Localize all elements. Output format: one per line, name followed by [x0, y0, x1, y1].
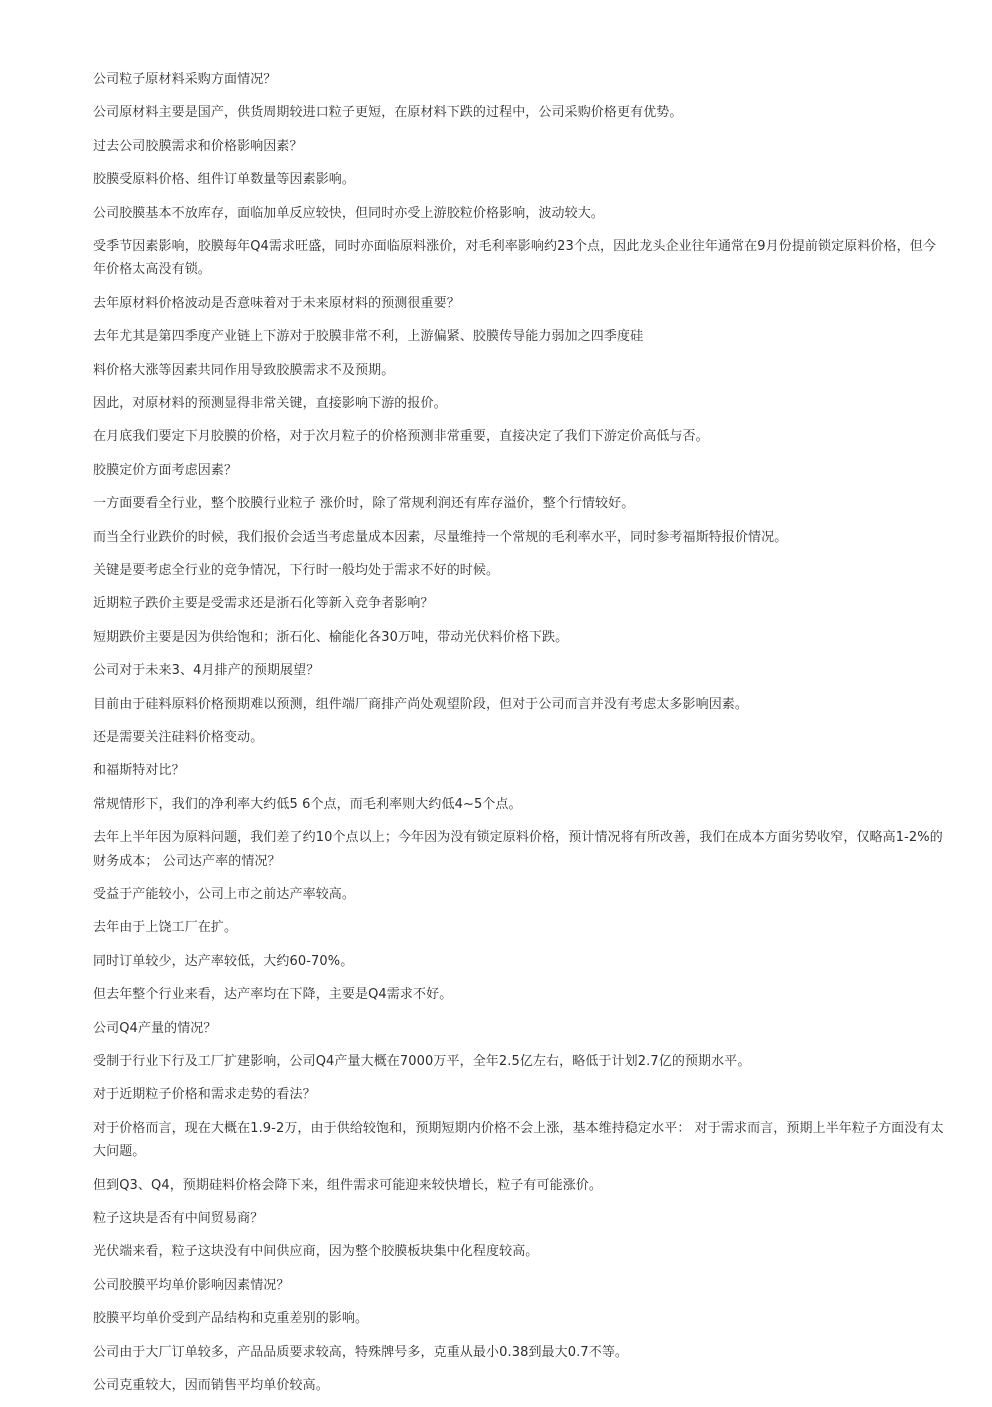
answer-paragraph: 对于价格而言，现在大概在1.9-2万，由于供给较饱和，预期短期内价格不会上涨，基本维持稳定水平： 对于需求而言，预期上半年粒子方面没有太大问题。 — [93, 1120, 944, 1160]
answer-paragraph: 因此，对原材料的预测显得非常关键，直接影响下游的报价。 — [93, 396, 447, 412]
question-paragraph: 公司对于未来3、4月排产的预期展望？ — [93, 663, 320, 679]
question-paragraph: 和福斯特对比？ — [93, 763, 185, 779]
answer-paragraph: 常规情形下，我们的净利率大约低5 6个点，而毛利率则大约低4~5个点。 — [93, 796, 522, 812]
question-paragraph: 近期粒子跌价主要是受需求还是浙石化等新入竞争者影响？ — [93, 596, 434, 612]
answer-paragraph: 关键是要考虑全行业的竞争情况，下行时一般均处于需求不好的时候。 — [93, 562, 500, 578]
question-paragraph: 公司Q4产量的情况？ — [93, 1020, 217, 1036]
answer-paragraph: 同时订单较少，达产率较低，大约60-70%。 — [93, 953, 354, 969]
question-paragraph: 粒子这块是否有中间贸易商？ — [93, 1211, 264, 1226]
answer-paragraph: 但去年整个行业来看，达产率均在下降，主要是Q4需求不好。 — [93, 987, 453, 1003]
answer-paragraph: 但到Q3、Q4，预期硅料价格会降下来，组件需求可能迎来较快增长，粒子有可能涨价。 — [93, 1177, 603, 1193]
answer-paragraph: 去年由于上饶工厂在扩。 — [93, 920, 238, 936]
answer-paragraph: 在月底我们要定下月胶膜的价格，对于次月粒子的价格预测非常重要，直接决定了我们下游定价高低与否。 — [93, 429, 709, 445]
answer-paragraph: 胶膜受原料价格、组件订单数量等因素影响。 — [93, 172, 356, 188]
answer-paragraph: 胶膜平均单价受到产品结构和克重差别的影响。 — [93, 1311, 369, 1327]
answer-paragraph: 公司由于大厂订单较多，产品品质要求较高，特殊牌号多，克重从最小0.38到最大0.7不等。 — [93, 1344, 629, 1360]
document-body — [93, 68, 945, 1407]
answer-paragraph: 还是需要关注硅料价格变动。 — [93, 729, 264, 745]
question-paragraph: 胶膜定价方面考虑因素？ — [93, 462, 238, 478]
answer-paragraph: 受制于行业下行及工厂扩建影响，公司Q4产量大概在7000万平，全年2.5亿左右，略低于计划2.7亿的预期水平。 — [93, 1053, 751, 1069]
answer-paragraph: 一方面要看全行业，整个胶膜行业粒子 涨价时，除了常规利润还有库存溢价，整个行情较好。 — [93, 496, 635, 512]
answer-paragraph: 短期跌价主要是因为供给饱和；浙石化、榆能化各30万吨，带动光伏料价格下跌。 — [93, 629, 569, 645]
answer-paragraph: 去年上半年因为原料问题，我们差了约10个点以上；今年因为没有锁定原料价格，预计情况将有所改善，我们在成本方面劣势收窄，仅略高1-2%的财务成本； 公司达产率的情况？ — [93, 830, 943, 869]
answer-paragraph: 公司原材料主要是国产，供货周期较进口粒子更短，在原材料下跌的过程中，公司采购价格更有优势。 — [93, 105, 683, 121]
answer-paragraph: 受益于产能较小，公司上市之前达产率较高。 — [93, 886, 356, 902]
question-paragraph: 公司粒子原材料采购方面情况？ — [93, 72, 277, 87]
answer-paragraph: 受季节因素影响，胶膜每年Q4需求旺盛，同时亦面临原料涨价，对毛利率影响约23个点，因此龙头企业往年通常在9月份提前锁定原料价格，但今年价格太高没有锁。 — [93, 238, 936, 278]
question-paragraph: 对于近期粒子价格和需求走势的看法？ — [93, 1087, 316, 1103]
question-paragraph: 去年原材料价格波动是否意味着对于未来原材料的预测很重要？ — [93, 295, 460, 311]
answer-paragraph: 而当全行业跌价的时候，我们报价会适当考虑量成本因素，尽量维持一个常规的毛利率水平，同时参考福斯特报价情况。 — [93, 529, 788, 545]
answer-paragraph: 目前由于硅料原料价格预期难以预测，组件端厂商排产尚处观望阶段，但对于公司而言并没有考虑太多影响因素。 — [93, 696, 749, 712]
answer-paragraph: 公司克重较大，因而销售平均单价较高。 — [93, 1377, 329, 1393]
question-paragraph: 过去公司胶膜需求和价格影响因素？ — [93, 138, 303, 154]
answer-paragraph: 光伏端来看，粒子这块没有中间供应商，因为整个胶膜板块集中化程度较高。 — [93, 1244, 539, 1260]
question-paragraph: 公司胶膜平均单价影响因素情况？ — [93, 1277, 290, 1293]
answer-paragraph: 料价格大涨等因素共同作用导致胶膜需求不及预期。 — [93, 362, 395, 378]
answer-paragraph: 去年尤其是第四季度产业链上下游对于胶膜非常不利，上游偏紧、胶膜传导能力弱加之四季度硅 — [93, 329, 644, 345]
answer-paragraph: 公司胶膜基本不放库存，面临加单反应较快，但同时亦受上游胶粒价格影响，波动较大。 — [93, 205, 604, 221]
